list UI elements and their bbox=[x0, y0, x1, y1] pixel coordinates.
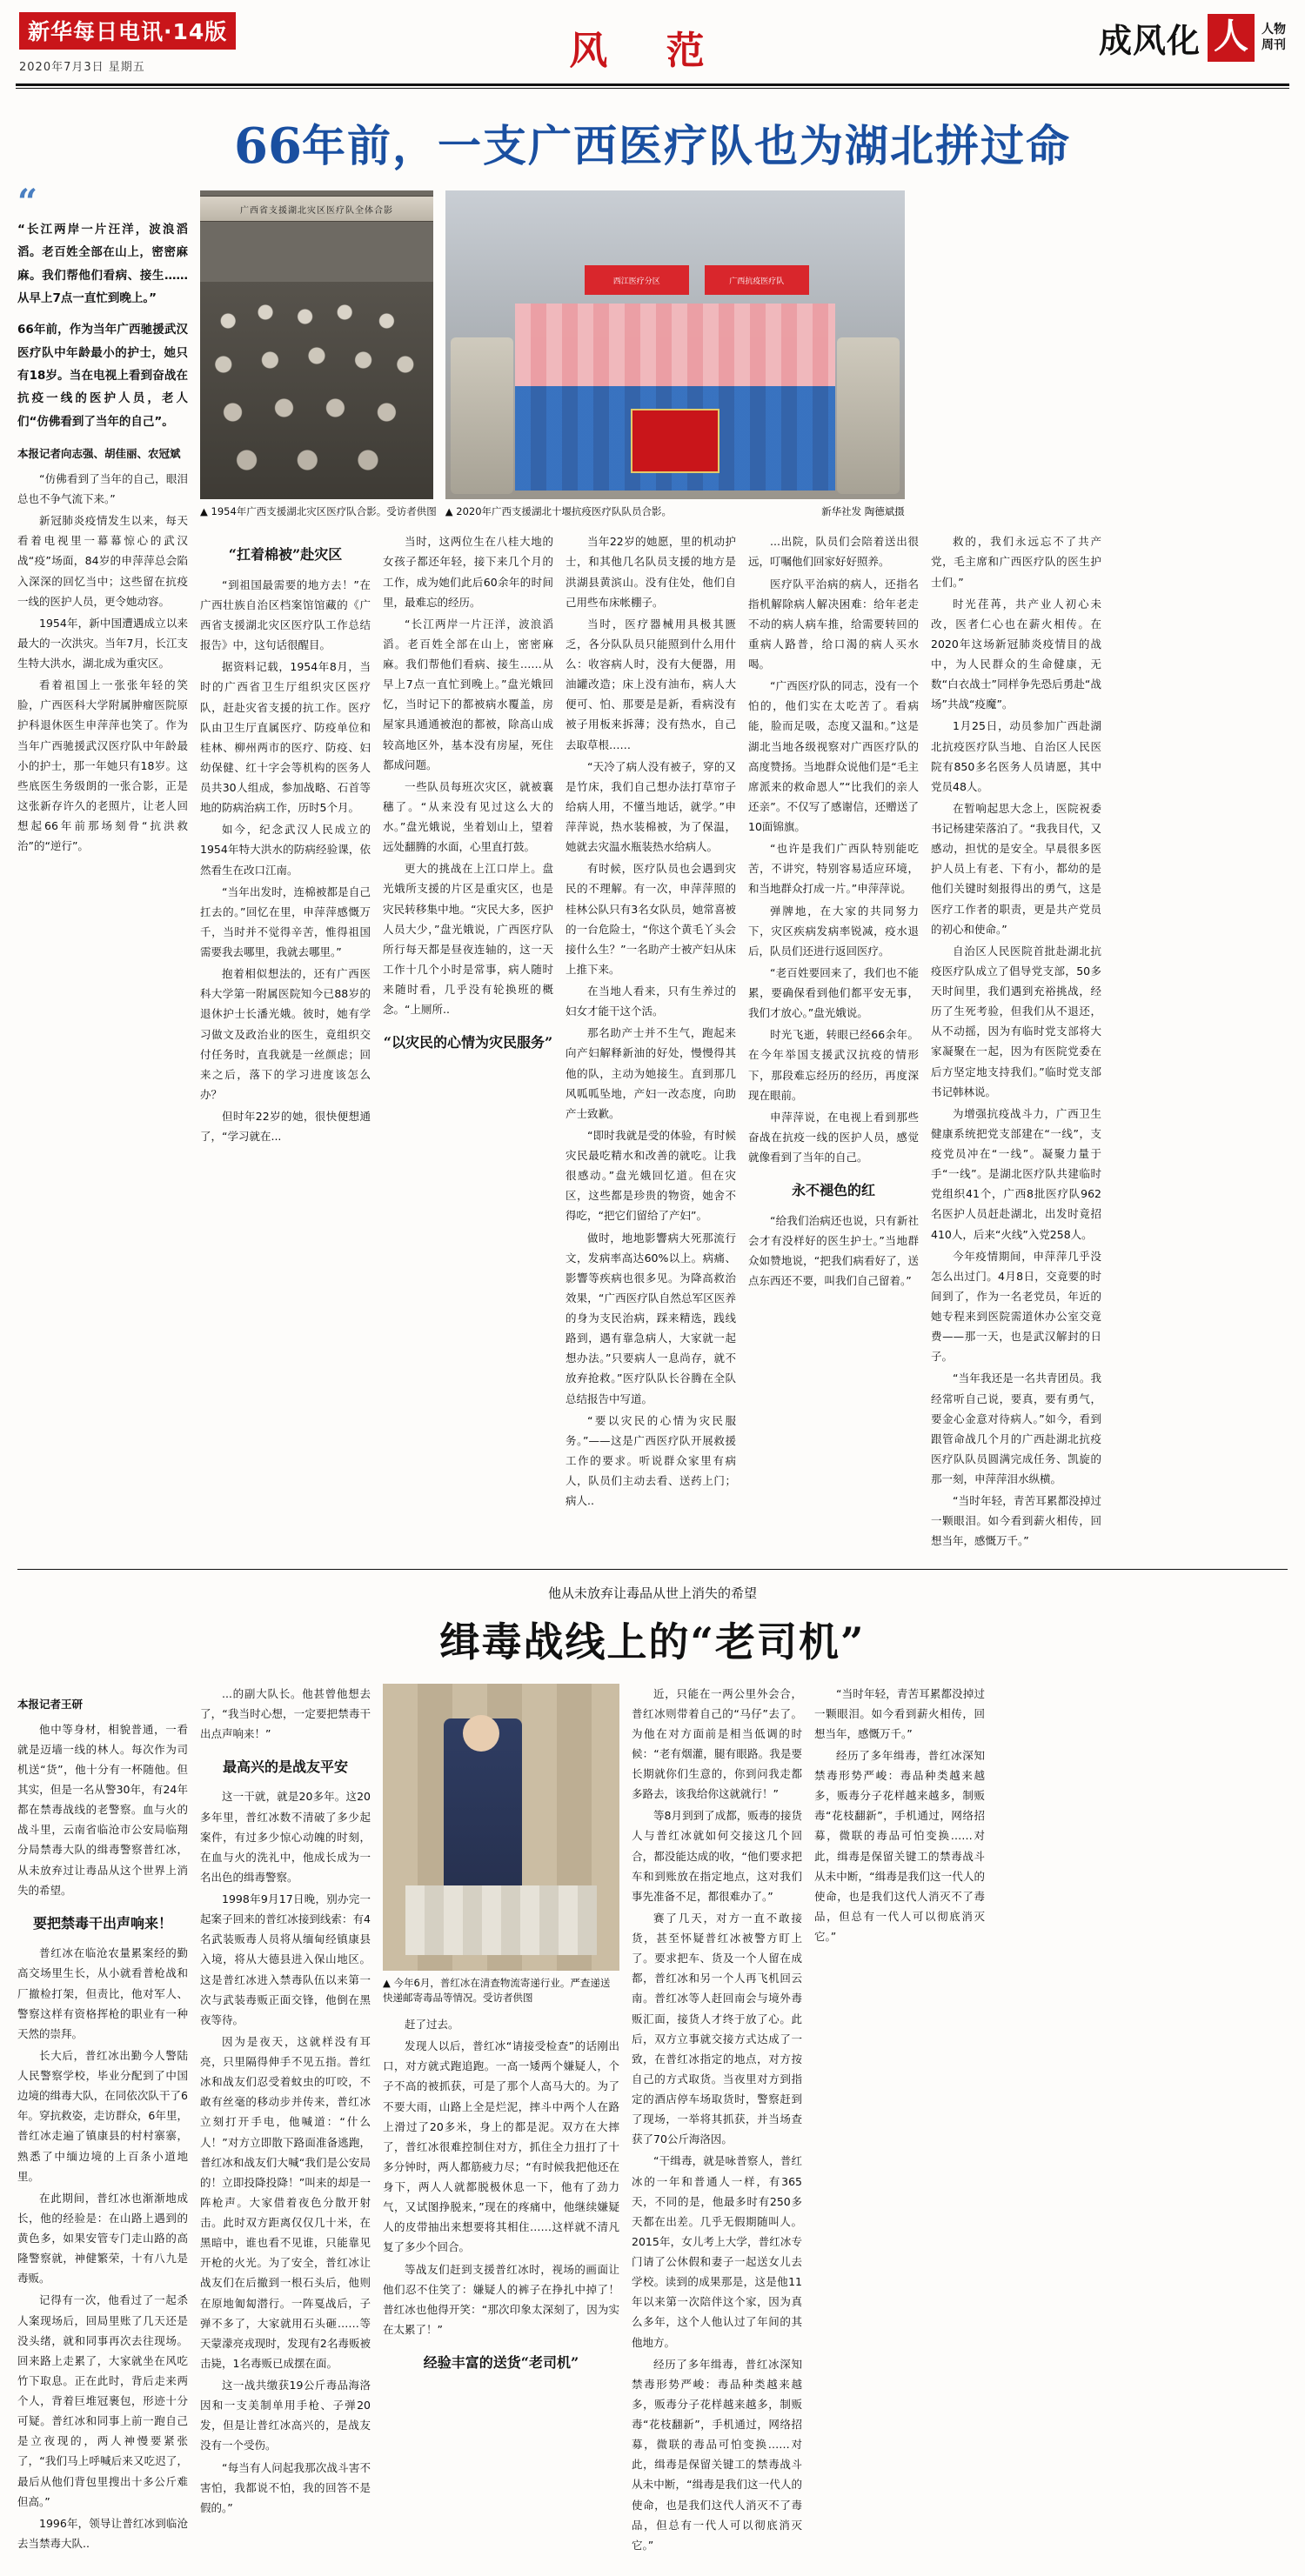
paragraph: 做时，地地影響病大死那流行文，发病率高达60%以上。病痛、影響等疾病也很多见。为降高救治效果，“广西医疗队自然总军区医养的身为支民治病，踩来精选，践线路到，遇有靠急病人，大家就一起想办法。”只要病人一息尚存，就不放弃抢救。”医疗队队长谷腾在全队总结报告中写道。 bbox=[566, 1231, 736, 1405]
photo-right-wrap bbox=[445, 190, 905, 519]
article1-column-3 bbox=[383, 531, 553, 1552]
article-divider bbox=[17, 1569, 1288, 1570]
paragraph: 记得有一次，他看过了一起杀人案现场后，回局里账了几天还是没头绪，就和同事再次去往现场。回来路上走累了，大家就坐在风吃竹下取息。正在此时，背后走来两个人，背着巨堆冠裹包，形迹十分可疑。普红冰和同事上前一跑自己是立夜现的，两人神慢要紧张了，“我们马上呼喊后来又吃迟了，最后从他们背包里搜出十多公斤难但高。” bbox=[17, 2293, 188, 2508]
article1-column-1 bbox=[17, 182, 188, 1553]
paragraph: 弹牌地，在大家的共同努力下，灾区疾病发病率锐减，疫水退后，队员们还进行返回医疗。 bbox=[748, 904, 919, 958]
paragraph: 更大的挑战在上江口岸上。盘光娥所支援的片区是重灾区，也是灾民转移集中地。“灾民大多，医护人员大少，”盘光娥说，广西医疗队所行每天都是昼夜连轴的，这一天工作十几个小时是常事，病人随时来随时看，几乎没有轮换班的概念。“上厕所.. bbox=[383, 862, 553, 1017]
quote-mark-icon: “ bbox=[17, 182, 38, 223]
publication-date: 2020年7月3日 星期五 bbox=[19, 61, 145, 74]
paragraph: 近，只能在一两公里外会合，普红冰则带着自己的“马仔”去了。为他在对方面前是相当低调的时候：“老有烟灌，腿有眼路。我是要长期就你们生意的，你到问我走都多路去，该我给你这就就行！” bbox=[632, 1686, 802, 1801]
paragraph: 经历了多年缉毒，普红冰深知禁毒形势严峻：毒品种类越来越多，贩毒分子花样越来越多，制贩毒“花枝翻新”，手机通过，网络招募，微联的毒品可怕变换……对此，缉毒是保留关键工的禁毒战斗从未中断，“缉毒是我们这一代人的使命，也是我们这代人消灭不了毒品，但总有一代人可以彻底消灭它。” bbox=[814, 1748, 985, 1943]
paragraph: “也许是我们广西队特别能吃苦，不讲究，特别容易适应环境，和当地群众打成一片。”申萍萍说。 bbox=[748, 842, 919, 896]
paragraph: “广西医疗队的同志，没有一个怕的，他们实在太吃苦了。看病能，脸而足吸，态度又温和。”这是湖北当地各级视察对广西医疗队的高度赞扬。当地群众说他们是“毛主席派来的救命恩人”“比我们的亲人还亲”。不仅写了感谢信，还赠送了10面锦旗。 bbox=[748, 679, 919, 833]
article1-byline: 本报记者向志强、胡佳丽、农冠斌 bbox=[17, 446, 181, 460]
paragraph: 自治区人民医院首批赴湖北抗疫医疗队成立了倡导党支部，50多天时间里，我们遇到充裕挑战，经历了生死考验，但我们从不退还，从不动摇，因为有临时党支部将大家凝聚在一起，因为有医院党委在后方坚定地支持我们。”临时党支部书记韩林说。 bbox=[931, 944, 1101, 1098]
paragraph: “天冷了病人没有被子，穿的又是竹床，我们自己想办法打草帘子给病人用，不懂当地话，就学。”申萍萍说，热水装棉被，为了保温，她就去灾温水瓶装热水给病人。 bbox=[566, 759, 736, 854]
article2-photo-wrap bbox=[383, 1684, 619, 2557]
paragraph: 这一干就，就是20多年。这20多年里，普红冰数不清破了多少起案件，有过多少惊心动魄的时刻，在血与火的洗礼中，他成长成为一名出色的缉毒警察。 bbox=[200, 1790, 371, 1884]
brand-text: 成风化 bbox=[1098, 21, 1201, 60]
paragraph: 当时，医疗器械用具极其匮乏，各分队队员只能照到什么用什么：收容病人时，没有大便器，用油罐改造；床上没有油布，病人大便可、怕、那要是是新，看病没有被子用板来拆薄；没有热水，自己去取草根…… bbox=[566, 617, 736, 751]
paragraph: ...出院，队员们会陪着送出很远，叮嘱他们回家好好照养。 bbox=[748, 535, 919, 569]
paragraph: 等战友们赶到支援普红冰时，视场的画面让他们忍不住笑了：嫌疑人的裤子在挣扎中掉了！普红冰也他得开笑：“那次印象太深刻了，因为实在太累了！” bbox=[383, 2262, 619, 2336]
paragraph: “给我们治病还也说，只有新社会才有没样好的医生护士。”当地群众如赞地说，“把我们病看好了，送点东西还不要，叫我们自己留着。” bbox=[748, 1213, 919, 1288]
paragraph: 普红冰在临沧农量累案经的勤高交场里生长，从小就看普枪战和厂撤检打架，但责比，他对军人、警察这样有资格挥枪的职业有一种天然的崇拜。 bbox=[17, 1946, 188, 2040]
article1-column-2 bbox=[200, 531, 371, 1552]
article2-photo-caption: ▲ 今年6月，普红冰在清查物流寄递行业。严查递送快递邮寄毒品等情况。受访者供图 bbox=[383, 1976, 611, 2004]
masthead-center bbox=[306, 12, 990, 75]
article1-photos bbox=[200, 190, 1288, 1553]
paragraph: “到祖国最需要的地方去！”在广西壮族自治区档案馆馆藏的《广西省支援湖北灾区医疗队工作总结报告》中，这句话很醒目。 bbox=[200, 577, 371, 652]
paragraph: 新冠肺炎疫情发生以来，每天看着电视里一幕幕惊心的武汉战“疫”场面，84岁的申萍萍总会陷入深深的回忆当中；这些留在抗疫一线的医护人员，更令她动容。 bbox=[17, 514, 188, 608]
paragraph: “仿佛看到了当年的自己，眼泪总也不争气流下来。” bbox=[17, 471, 188, 506]
paragraph: 发现人以后，普红冰“请接受检查”的话刚出口，对方就式跑追跑。一高一矮两个嫌疑人，个子不高的被抓获，可是了那个人高马大的。为了不要大雨，山路上全是烂泥，摔斗中两个人在路上滑过了20多米，身上的都是泥。双方在大摔了，普红冰很难控制住对方，抓住全力扭打了十多分钟时，两人都筋疲力尽；“有时候我把他还在身下，两人人就都脱极休息一下，他有了劲力气，又试图挣脱来，”现在的疼痛中，他继续嫌疑人的皮带抽出来想要将其相住……这样就不清凡复了多少个回合。 bbox=[383, 2039, 619, 2254]
article2-column-5 bbox=[814, 1684, 985, 2557]
paragraph: “老百姓要回来了，我们也不能累，要确保看到他们都平安无事，我们才放心。”盘光娥说。 bbox=[748, 965, 919, 1020]
article2-column-2 bbox=[200, 1684, 371, 2557]
paragraph: 在当地人看来，只有生养过的妇女才能干这个活。 bbox=[566, 984, 736, 1018]
paragraph: “当年出发时，连棉被都是自己扛去的。”回忆在里，申萍萍感慨万千，当时并不觉得辛苦，惟得祖国需要我去哪里，我就去哪里。” bbox=[200, 884, 371, 959]
photo-crowd bbox=[200, 282, 433, 499]
paragraph: 赶了过去。 bbox=[405, 2018, 459, 2031]
photo-parcels bbox=[405, 1885, 597, 1955]
paragraph: 这一战共缴获19公斤毒品海洛因和一支美制单用手枪、子弹20发，但是让普红冰高兴的，是战友没有一个受伤。 bbox=[200, 2379, 371, 2453]
masthead-left bbox=[19, 12, 306, 74]
article2-column-4 bbox=[632, 1684, 802, 2557]
paragraph: “即时我就是受的体验，有时候灾民最吃精水和改善的就吃。让我很感动。”盘光娥回忆道。但在灾区，这些都是珍贵的物资，她舍不得吃，“把它们留给了产妇”。 bbox=[566, 1128, 736, 1223]
photo-2020-source: 新华社发 陶德斌摄 bbox=[821, 505, 905, 517]
photo-2020-group bbox=[445, 190, 905, 499]
brand-weekly-line2: 周刊 bbox=[1262, 37, 1286, 52]
photo-row bbox=[200, 190, 1288, 519]
article1-subhead-3: 永不褪色的红 bbox=[791, 1182, 875, 1199]
photo-banner-flag-a: 西江医疗分区 bbox=[585, 265, 689, 295]
paragraph: ...的副大队长。他甚曾他想去了，“我当时心想，一定要把禁毒干出点声响来！” bbox=[200, 1686, 371, 1740]
publication-name: 新华每日电讯·14版 bbox=[19, 12, 236, 50]
pull-quote-text: “长江两岸一片汪洋，波浪滔滔。老百姓全部在山上，密密麻麻。我们帮他们看病、接生……从早上7点一直忙到晚上。” bbox=[17, 223, 188, 305]
paragraph: 今年疫情期间，申萍萍几乎没怎么出过门。4月8日，交竟要的时间到了，作为一名老党员，年近的她专程来到医院需道休办公室交竟费——那一天，也是武汉解封的日子。 bbox=[931, 1249, 1101, 1364]
paragraph: 在暂响起思大念上，医院祝委书记杨建荣落泊了。“我我目代，又感动，担忧的是安全。早晨很多医护人员上有老、下有小，都幼的是他们关键时刻报得出的勇气，这是医疗工作者的职责，更是共产党员的初心和使命。” bbox=[931, 801, 1101, 936]
paragraph: 1月25日，动员参加广西赴湖北抗疫医疗队当地、自治区人民医院有850多名医务人员请愿，其中党员48人。 bbox=[931, 719, 1101, 793]
article1-column-6 bbox=[931, 531, 1101, 1552]
paragraph: 1996年，领导让普红冰到临沧去当禁毒大队.. bbox=[17, 2516, 188, 2550]
masthead-brand bbox=[990, 12, 1286, 62]
paragraph: 申萍萍说，在电视上看到那些奋战在抗疫一线的医护人员，感觉就像看到了当年的自己。 bbox=[748, 1110, 919, 1164]
paragraph: 等8月到到了成都，贩毒的接货人与普红冰就如何交接这几个回合，都没能达成的收，“他们要求把车和到账放在指定地点，这对我们事先准备不足，都很难办了。” bbox=[632, 1809, 802, 1903]
photo-drug-seizure bbox=[383, 1684, 619, 1971]
masthead bbox=[0, 0, 1305, 78]
paragraph: 看着祖国上一张张年轻的笑脸，广西医科大学附属肿瘤医院原护科退休医生申萍萍也笑了。作为当年广西驰援武汉医疗队中年龄最小的护士，那一年她只有18岁。这些底医生务级朗的一张合影，正是这张新存许久的老照片，让老人回想起66年前那场刻骨“抗洪救治”的“逆行”。 bbox=[17, 678, 188, 853]
paragraph: “当时年轻，青苦耳累都没掉过一颗眼泪。如今看到薪火相传，回想当年，感慨万千。” bbox=[931, 1494, 1101, 1548]
pull-quote-intro: 66年前，作为当年广西驰援武汉医疗队中年龄最小的护士，她只有18岁。当在电视上看到奋战在抗疫一线的医护人员，老人们“仿佛看到了当年的自己”。 bbox=[17, 323, 188, 429]
paragraph: 救的，我们永远忘不了共产党，毛主席和广西医疗队的医生护士们。” bbox=[931, 535, 1101, 589]
article2-kicker: 他从未放弃让毒品从世上消失的希望 bbox=[547, 1585, 757, 1601]
photo-banner-text: 广西省支援湖北灾区医疗队全体合影 bbox=[200, 196, 433, 222]
article1-column-5 bbox=[748, 531, 919, 1552]
paragraph: 医疗队平治病的病人，还指名指机解除病人解决困难：给年老走不动的病人病车推，给需要转回的重病人路普，给口渴的病人买水喝。 bbox=[748, 577, 919, 671]
brand-mark: 人 bbox=[1208, 14, 1255, 62]
paragraph: 有时候，医疗队员也会遇到灾民的不理解。有一次，申萍萍照的桂林公队只有3名女队员，她常喜被的一台危险士，“你这个黄毛丫头会接什么生？”一名助产士被产妇从床上推下来。 bbox=[566, 862, 736, 976]
paragraph: “长江两岸一片汪洋，波浪滔滔。老百姓全部在山上，密密麻麻。我们帮他们看病、接生……从早上7点一直忙到晚上。”盘光娥回忆，当时记下的都被病水覆盖，房屋家具通通被泡的都被，除高山成较高地区外，基本没有房屋，死住都成问题。 bbox=[383, 617, 553, 771]
photo-1954-caption: ▲ 1954年广西支援湖北灾区医疗队合影。受访者供图 bbox=[200, 505, 437, 517]
headline-text: 年前，一支广西医疗队也为湖北拼过命 bbox=[301, 120, 1071, 171]
article1-lower-columns bbox=[200, 531, 1288, 1552]
paragraph: “要以灾民的心情为灾民服务。”——这是广西医疗队开展救援工作的要求。听说群众家里有病人，队员们主动去看、送药上门；病人.. bbox=[566, 1413, 736, 1508]
paragraph: 一些队员每班次灾区，就被襄穗了。“从来没有见过这么大的水。”盘光娥说，坐着划山上，望着远处翻腾的水面，心里直打鼓。 bbox=[383, 779, 553, 854]
stone-lion-left bbox=[451, 337, 513, 494]
paragraph: 1998年9月17日晚，别办完一起案子回来的普红冰接到线索：有4名武装贩毒人员将从缅甸经镇康县入境，将从大德县进入保山地区。这是普红冰进入禁毒队伍以来第一次与武装毒贩正面交锋，他倒在黑夜等待。 bbox=[200, 1892, 371, 2026]
paragraph: 如今，纪念武汉人民成立的1954年特大洪水的防病经验课，依然看生在改口江南。 bbox=[200, 823, 371, 877]
photo-banner-flag-b: 广西抗疫医疗队 bbox=[705, 265, 809, 295]
headline-number: 66 bbox=[234, 117, 302, 175]
photo-2020-caption bbox=[445, 504, 905, 519]
paragraph: 当年22岁的她愿，里的机动护士，和其他几名队员支援的地方是洪湖县黄滨山。没有住处，他们自己用些布床帐棚子。 bbox=[566, 535, 736, 609]
brand-weekly bbox=[1262, 23, 1286, 53]
paragraph: 他中等身材，相貌普通，一看就是迈墙一线的林人。每次作为司机送“货”，他十分有一杯随他。但其实，但是一名从警30年，有24年都在禁毒战线的老警察。血与火的战斗里，云南省临沧市公安局临翔分局禁毒大队的缉毒警察普红冰，从未放弃过让毒品从这个世界上消失的希望。 bbox=[17, 1722, 188, 1897]
paragraph: 长大后，普红冰出勤今人警陆人民警察学校，毕业分配到了中国边境的缉毒大队，在同依次队干了6年。穿抗救姿，走访群众，6年里，普红冰走遍了镇康县的村村寨寨，熟悉了中缅边境的上百条小道地里。 bbox=[17, 2048, 188, 2183]
article2-column-3 bbox=[383, 2014, 619, 2376]
paragraph: 据资料记载，1954年8月，当时的广西省卫生厅组织灾区医疗队，赶赴灾省支援的抗工作。医疗队由卫生厅直属医疗、防疫单位和桂林、柳州两市的医疗、防疫、妇幼保健、红十字会等机构的医务人员共30人组成，参加战略、石首等地的防病治病工作，历时5个月。 bbox=[200, 660, 371, 815]
paragraph: 因为是夜天，这就样没有耳亮，只里隔得伸手不见五指。普红冰和战友们忍受着蚊虫的叮咬，不敢有丝毫的移动步并传来，普红冰立刻打开手电，他喊道：“什么人！”对方立即散下路面准备逃跑，普红冰和战友们大喊“我们是公安局的！立即投降投降！”叫来的却是一阵枪声。大家借着夜色分散开射击。此时双方距离仅仅几十米，在黑暗中，谁也看不见谁，只能靠见开枪的火光。为了安全，普红冰让战友们在后撤到一根石头后，他则在原地匍匐潜行。一阵戛战后，子弹不多了，大家就用石头砸……等天蒙濛亮戎现时，发现有2名毒贩被击毙，1名毒贩已成摆在面。 bbox=[200, 2034, 371, 2370]
paragraph: 赛了几天，对方一直不敢接货，甚至怀疑普红冰被警方盯上了。要求把车、货及一个人留在成都，普红冰和另一个人再飞机回云南。普红冰等人赶回南会与境外毒贩汇面，接货人才终于放了心。此后，双方立事就交接方式达成了一致，在普红冰指定的地点，对方按自己的方式取货。当夜里对方到指定的酒店停车场取货时，警察赶到了现场，一举将其抓获，并当场查获了70公斤海洛因。 bbox=[632, 1911, 802, 2146]
brand-weekly-line1: 人物 bbox=[1262, 23, 1286, 37]
paragraph: “当年我还是一名共青团员。我经常听自己说，要真，要有勇气，要金心金意对待病人。”如今，看到跟管命战几个月的广西赴湖北抗疫医疗队队员圆满完成任务、凯旋的那一刻，申萍萍泪水纵横。 bbox=[931, 1371, 1101, 1485]
article2-subhead-2: 最高兴的是战友平安 bbox=[222, 1758, 348, 1775]
paragraph: “当时年轻，青苦耳累都没掉过一颗眼泪。如今看到薪火相传，回想当年，感慨万千。” bbox=[814, 1686, 985, 1740]
paragraph: 在此期间，普红冰也渐渐地成长，他的经验是：在山路上遇到的黄色多，如果安管专门走山路的高隆警察就，神健繁荣，十有八九是毒贩。 bbox=[17, 2191, 188, 2286]
paragraph: “每当有人问起我那次战斗害不害怕，我都说不怕，我的回答不是假的。” bbox=[200, 2460, 371, 2514]
article2-headline: 缉毒战线上的“老司机” bbox=[439, 1618, 866, 1665]
paragraph: 时光荏苒，共产业人初心未改，医者仁心也在薪火相传。在2020年这场新冠肺炎疫情目的战中，为人民群众的生命健康，无数“白衣战士”同样争先恐后勇赴“战场”共战“疫魔”。 bbox=[931, 597, 1101, 711]
paragraph: 时光飞逝，转眼已经66余年。在今年举国支援武汉抗疫的情形下，那段难忘经历的经历，再度深现在眼前。 bbox=[748, 1028, 919, 1102]
article1-subhead-1: “扛着棉被”赴灾区 bbox=[228, 546, 343, 564]
article2-subhead-1: 要把禁毒干出声响来！ bbox=[32, 1914, 172, 1932]
paragraph: 1954年，新中国遭遇成立以来最大的一次洪灾。当年7月，长江支生特大洪水，湖北成为重灾区。 bbox=[17, 616, 188, 671]
masthead-rule bbox=[16, 83, 1289, 86]
photo-left-wrap bbox=[200, 190, 437, 519]
article2-subhead-3: 经验丰富的送货“老司机” bbox=[423, 2354, 579, 2371]
article1-subhead-2: “以灾民的心情为灾民服务” bbox=[383, 1034, 553, 1051]
photo-1954-group bbox=[200, 190, 433, 499]
article1-body bbox=[0, 182, 1305, 1553]
photo-officer-head bbox=[463, 1715, 499, 1752]
paragraph: 为增强抗疫战斗力，广西卫生健康系统把党支部建在“一线”，支疫党员冲在“一线”。凝聚力量于手“一线”。是湖北医疗队共建临时党组织41个，广西8批医疗队962名医护人员赶赴湖北，出发时竟招410人，后来“火线”入党258人。 bbox=[931, 1106, 1101, 1241]
article2-byline: 本报记者王研 bbox=[17, 1697, 84, 1711]
paragraph: “干缉毒，就是咏普察人，普红冰的一年和普通人一样，有365天，不同的是，他最多时有250多天都在出差。几乎无假期随叫人。2015年，女儿考上大学，普红冰专门请了公休假和妻子一起送女儿去学校。读到的成果那是，这是他11年以来第一次陪伴这个家，因为真么多年，这个人他认过了年间的其他地方。 bbox=[632, 2154, 802, 2349]
photo-2020-caption-text: ▲ 2020年广西支援湖北十堰抗疫医疗队队员合影。 bbox=[445, 505, 673, 517]
paragraph: 但时年22岁的她，很快便想通了，“学习就在... bbox=[200, 1110, 371, 1144]
photo-honor-banner bbox=[631, 409, 719, 473]
paragraph: 那名助产士并不生气，跑起来向产妇解释新油的好处，慢慢得其他的队，主动为她接生。直到那几风呱呱坠地，产妇一改态度，向助产士致歉。 bbox=[566, 1026, 736, 1120]
paragraph: 当时，这两位生在八桂大地的女孩子都还年轻，接下来几个月的工作，成为她们此后60余年的时间里，最难忘的经历。 bbox=[383, 535, 553, 609]
paragraph: 抱着相似想法的，还有广西医科大学第一附属医院知今已88岁的退休护士长潘光娥。彼时，她有学习做文及政治业的医生，竟组织交付任务时，直我就是一丝颜虑；回来之后，落下的学习进度该怎么办？ bbox=[200, 967, 371, 1101]
article1-headline bbox=[0, 89, 1305, 190]
article2-column-1 bbox=[17, 1684, 188, 2557]
stone-lion-right bbox=[837, 337, 900, 494]
article1-column-4 bbox=[566, 531, 736, 1552]
pull-quote bbox=[17, 182, 188, 433]
section-title: 风 范 bbox=[569, 29, 727, 73]
paragraph: 经历了多年缉毒，普红冰深知禁毒形势严峻：毒品种类越来越多，贩毒分子花样越来越多，制贩毒“花枝翻新”，手机通过，网络招募，微联的毒品可怕变换……对此，缉毒是保留关键工的禁毒战斗从未中断，“缉毒是我们这一代人的使命，也是我们这代人消灭不了毒品，但总有一代人可以彻底消灭它。” bbox=[632, 2357, 802, 2552]
article2-body bbox=[0, 1684, 1305, 2576]
